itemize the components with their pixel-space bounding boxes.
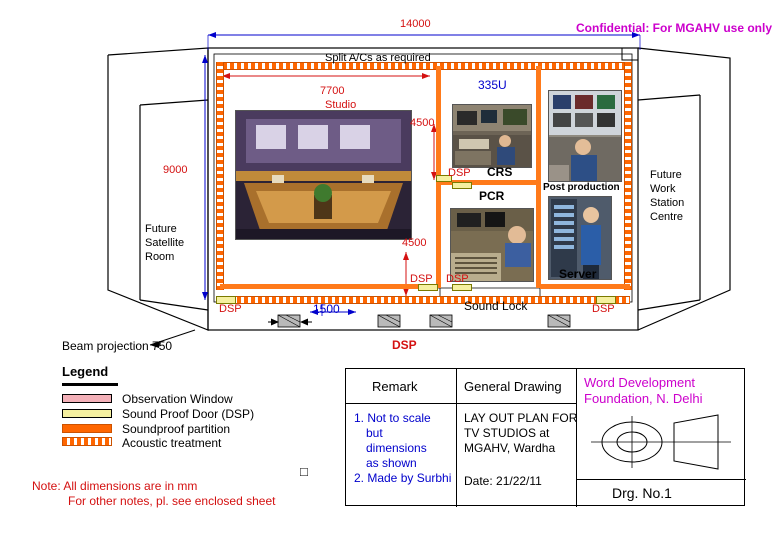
soundproof-partition-right-block [540, 284, 630, 289]
dim-pcr-4500: 4500 [402, 237, 427, 249]
future-satellite-room-label [145, 222, 184, 264]
legend-label-acoustic-treatment: Acoustic treatment [122, 436, 222, 450]
titleblock-divider-1 [456, 369, 457, 507]
server-label: Server [559, 267, 597, 281]
pcr-photo [450, 208, 534, 282]
remark-item-1: 1. Not to scale [354, 411, 431, 425]
dsp-label-studio-bottom: DSP [410, 273, 433, 285]
titleblock-remark-list [354, 411, 451, 486]
general-line-2: TV STUDIOS at [464, 426, 550, 440]
title-block [345, 368, 745, 506]
confidential-note: Confidential: For MGAHV use only [576, 21, 773, 35]
future-workstation-line-4: Centre [650, 211, 684, 223]
remark-item-1d: as shown [366, 456, 417, 470]
legend-swatch-sound-proof-door [62, 409, 112, 418]
soundproof-partition-left [216, 62, 224, 290]
studio-label: Studio [325, 99, 357, 111]
studio-photo [235, 110, 412, 240]
titleblock-remark-header: Remark [372, 379, 418, 394]
future-satellite-line-3: Room [145, 251, 175, 263]
remark-item-1c: dimensions [366, 441, 427, 455]
titleblock-rule-right [576, 479, 746, 480]
general-line-1: LAY OUT PLAN FOR [464, 411, 578, 425]
crs-label: CRS [487, 165, 513, 179]
legend-label-observation-window: Observation Window [122, 392, 233, 406]
future-workstation-line-2: Work [650, 183, 676, 195]
dsp-label-crs: DSP [448, 167, 471, 179]
sound-lock-label: Sound Lock [464, 299, 528, 313]
org-line-2: Foundation, N. Delhi [584, 391, 703, 406]
future-satellite-line-2: Satellite [145, 237, 185, 249]
sound-proof-door-4 [452, 284, 472, 291]
legend-swatch-observation-window [62, 394, 112, 403]
dim-14000: 14000 [400, 18, 431, 30]
post-production-photo [548, 90, 622, 182]
legend-swatch-soundproof-partition [62, 424, 112, 433]
sound-proof-door-3 [418, 284, 438, 291]
dim-1500: 1500 [313, 302, 340, 316]
titleblock-general-header: General Drawing [464, 379, 562, 394]
beam-projection-label: Beam projection 750 [62, 339, 173, 353]
future-workstation-line-3: Station [650, 197, 685, 209]
titleblock-general-body [464, 411, 577, 456]
sound-proof-door-2 [452, 182, 472, 189]
dsp-label-pcr-bottom: DSP [446, 273, 469, 285]
room-335u: 335U [478, 78, 507, 92]
projection-symbol-icon [586, 411, 736, 473]
note-line-1: Note: All dimensions are in mm [32, 479, 198, 493]
dsp-label-right-bottom: DSP [592, 303, 615, 315]
legend-label-soundproof-partition: Soundproof partition [122, 422, 231, 436]
dsp-label-left-bottom: DSP [219, 303, 242, 315]
future-workstation-line-1: Future [650, 169, 682, 181]
general-line-3: MGAHV, Wardha [464, 441, 556, 455]
future-satellite-line-1: Future [145, 223, 177, 235]
org-line-1: Word Development [584, 375, 696, 390]
post-production-label: Post production [543, 182, 620, 193]
legend-label-sound-proof-door: Sound Proof Door (DSP) [122, 407, 255, 421]
split-ac-label: Split A/Cs as required [325, 52, 431, 64]
note-line-2: For other notes, pl. see enclosed sheet [68, 494, 276, 508]
future-workstation-centre-label [650, 168, 684, 224]
soundproof-partition-studio-bottom [220, 284, 438, 289]
legend-swatch-acoustic-treatment [62, 437, 112, 446]
titleblock-date: Date: 21/22/11 [464, 474, 542, 488]
titleblock-header-rule-left [346, 403, 576, 404]
titleblock-org-name [584, 375, 703, 407]
legend-title-underline [62, 383, 118, 386]
dsp-label-below-plan: DSP [392, 338, 417, 352]
remark-item-2: 2. Made by Surbhi [354, 471, 452, 485]
titleblock-drawing-no: Drg. No.1 [612, 485, 672, 501]
dim-7700: 7700 [320, 85, 345, 97]
crs-photo [452, 104, 532, 168]
remark-item-1b: but [366, 426, 383, 440]
soundproof-partition-crs-right [536, 66, 541, 288]
legend-title: Legend [62, 364, 109, 379]
stray-marker: □ [300, 464, 308, 479]
dim-crs-4500: 4500 [410, 117, 435, 129]
soundproof-partition-right-outer [624, 62, 632, 290]
dim-9000: 9000 [163, 164, 188, 176]
soundproof-partition-bottom-strip [216, 296, 630, 304]
pcr-label: PCR [479, 189, 505, 203]
